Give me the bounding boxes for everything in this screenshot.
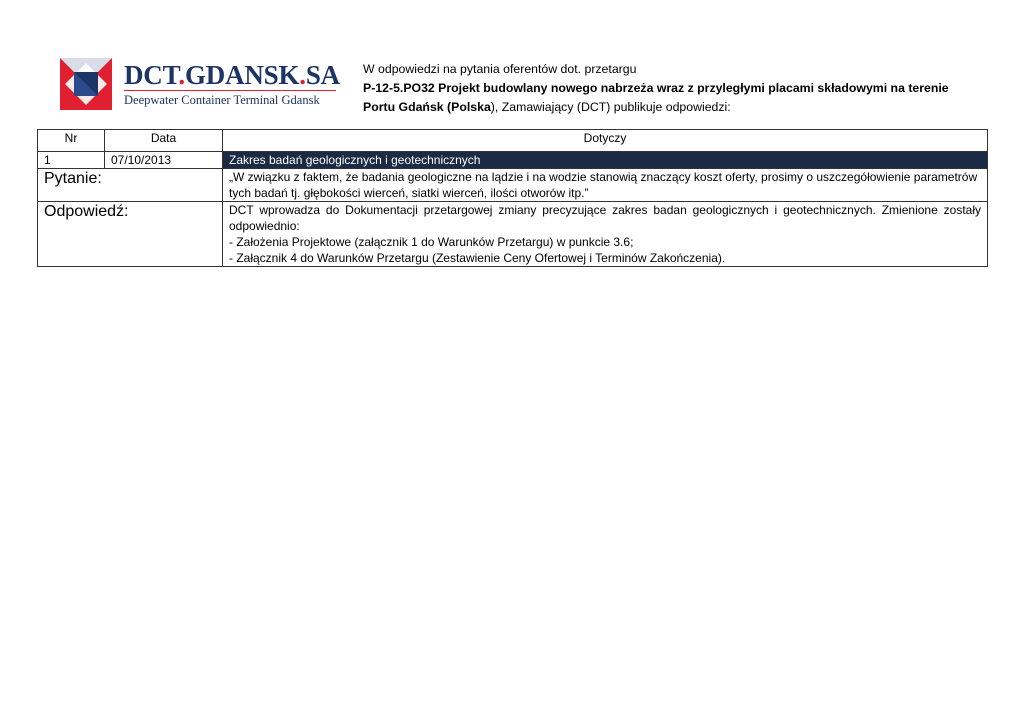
intro-trailing: ), Zamawiający (DCT) publikuje odpowiedzi:	[490, 100, 731, 114]
intro-text	[363, 60, 973, 117]
answer-text	[223, 202, 988, 267]
answer-label: Odpowiedź:	[38, 202, 223, 267]
logo-subtitle: Deepwater Container Terminal Gdansk	[124, 93, 320, 107]
logo-title-part2: GDANSK	[184, 60, 300, 90]
dct-logo-text	[124, 60, 340, 108]
answer-row	[38, 202, 988, 267]
question-text: „W związku z faktem, że badania geologiczne na lądzie i na wodzie stanowią znaczący koszt oferty, prosimy o uszczegółowienie parametrów tych badań tj. głębokości wierceń, siatki wierceń, ilości otworów itp.”	[223, 169, 988, 202]
logo-dot: .	[178, 60, 185, 90]
question-label: Pytanie:	[38, 169, 223, 202]
dct-logo	[60, 58, 340, 114]
logo-rule	[124, 90, 336, 91]
logo-title-part3: SA	[305, 60, 340, 90]
table-header-row	[38, 130, 988, 152]
header-data: Data	[105, 130, 223, 152]
question-row	[38, 169, 988, 202]
qa-table	[37, 129, 988, 267]
entry-date: 07/10/2013	[105, 152, 223, 169]
dct-logo-mark-icon	[60, 58, 112, 110]
answer-line-1: DCT wprowadza do Dokumentacji przetargowej zmiany precyzujące zakres badan geologicznych i geotechnicznych. Zmienione zostały odpowiednio:	[229, 203, 981, 233]
logo-title-part1: DCT	[124, 60, 179, 90]
answer-line-3: - Załącznik 4 do Warunków Przetargu (Zestawienie Ceny Ofertowej i Terminów Zakończenia).	[229, 251, 726, 265]
entry-subject: Zakres badań geologicznych i geotechnicznych	[223, 152, 988, 169]
tender-title: P-12-5.PO32 Projekt budowlany nowego nabrzeża wraz z przyległymi placami składowymi na terenie Portu Gdańsk (Polska	[363, 81, 949, 114]
answer-line-2: - Założenia Projektowe (załącznik 1 do Warunków Przetargu) w punkcie 3.6;	[229, 235, 634, 249]
intro-line2	[363, 79, 973, 117]
logo-dot: .	[299, 60, 306, 90]
header-dotyczy: Dotyczy	[223, 130, 988, 152]
logo-title	[124, 60, 340, 90]
entry-nr: 1	[38, 152, 105, 169]
intro-line1: W odpowiedzi na pytania oferentów dot. przetargu	[363, 62, 637, 76]
header-nr: Nr	[38, 130, 105, 152]
table-row	[38, 152, 988, 169]
